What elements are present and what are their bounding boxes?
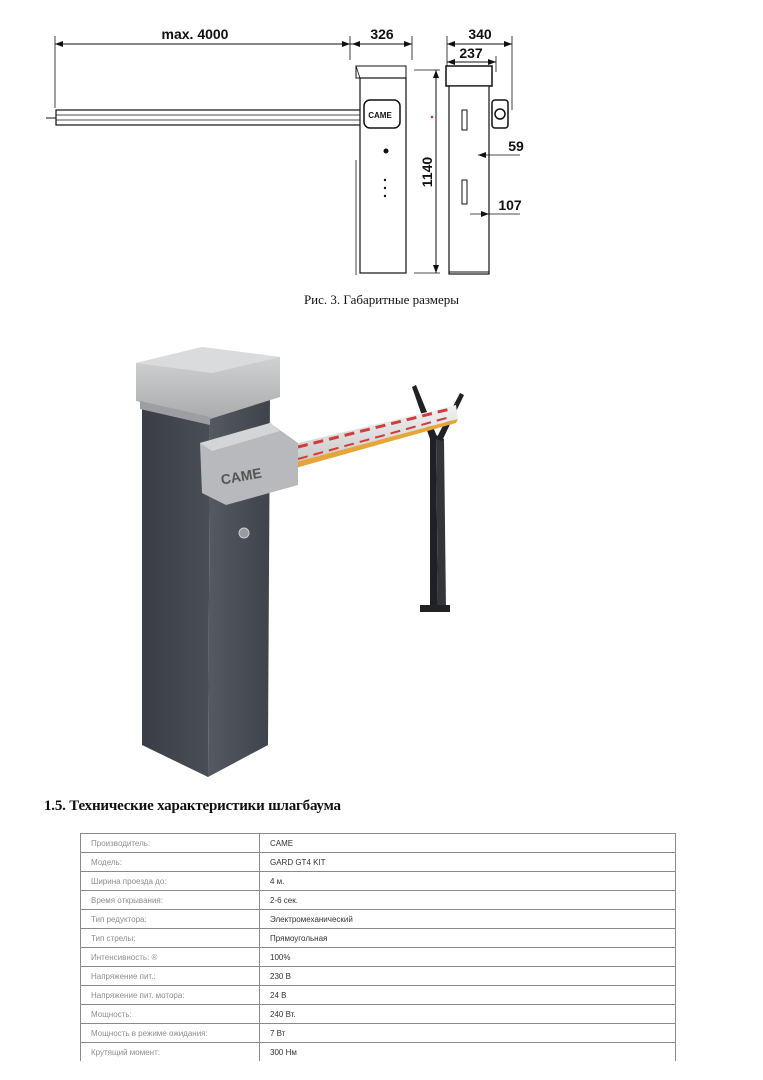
spec-value: CAME (260, 834, 676, 853)
dim-1140: 1140 (419, 156, 435, 188)
figure-caption: Рис. 3. Габаритные размеры (303, 292, 460, 307)
spec-label: Тип редуктора: (81, 910, 260, 929)
dim-326: 326 (370, 26, 394, 42)
photo-logo: CAME (219, 464, 263, 488)
spec-label: Время открывания: (81, 891, 260, 910)
spec-value: Электромеханический (260, 910, 676, 929)
spec-label: Мощность в режиме ожидания: (81, 1024, 260, 1043)
spec-value: Прямоугольная (260, 929, 676, 948)
spec-label: Тип стрелы: (81, 929, 260, 948)
spec-value: 2-6 сек. (260, 891, 676, 910)
table-row (81, 1024, 676, 1043)
spec-label: Напряжение пит.: (81, 967, 260, 986)
table-row (81, 948, 676, 967)
spec-label: Модель: (81, 853, 260, 872)
spec-value: GARD GT4 KIT (260, 853, 676, 872)
table-row (81, 910, 676, 929)
table-row (81, 834, 676, 853)
spec-label: Производитель: (81, 834, 260, 853)
spec-label: Мощность: (81, 1005, 260, 1024)
section-title: 1.5. Технические характеристики шлагбаума (44, 798, 341, 814)
dim-max-length: max. 4000 (161, 26, 229, 42)
spec-label: Ширина проезда до: (81, 872, 260, 891)
spec-value: 100% (260, 948, 676, 967)
spec-label: Напряжение пит. мотора: (81, 986, 260, 1005)
table-row (81, 1043, 676, 1062)
table-row (81, 872, 676, 891)
dim-107: 107 (498, 197, 522, 213)
spec-value: 300 Нм (260, 1043, 676, 1062)
spec-value: 240 Вт. (260, 1005, 676, 1024)
spec-label: Интенсивность: ® (81, 948, 260, 967)
table-row (81, 853, 676, 872)
dimension-drawing (0, 0, 763, 300)
spec-value: 24 В (260, 986, 676, 1005)
spec-value: 4 м. (260, 872, 676, 891)
dim-59: 59 (508, 138, 524, 154)
specs-table (80, 833, 676, 1061)
drawing-logo: CAME (368, 111, 392, 120)
dim-340: 340 (468, 26, 492, 42)
spec-value: 230 В (260, 967, 676, 986)
dim-237: 237 (459, 45, 483, 61)
table-row (81, 967, 676, 986)
table-row (81, 1005, 676, 1024)
barrier-photo (120, 335, 490, 785)
spec-value: 7 Вт (260, 1024, 676, 1043)
table-row (81, 891, 676, 910)
table-row (81, 929, 676, 948)
table-row (81, 986, 676, 1005)
spec-label: Крутящий момент: (81, 1043, 260, 1062)
